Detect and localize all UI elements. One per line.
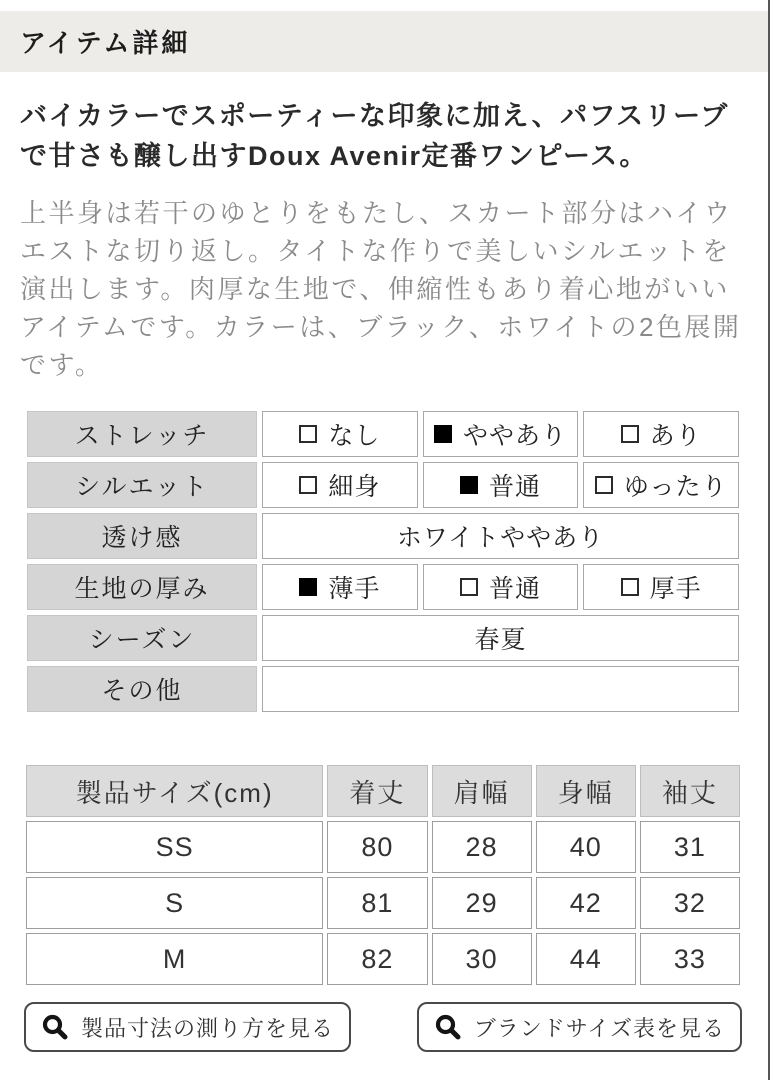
brand-size-label: ブランドサイズ表を見る [473,1015,725,1041]
feature-option-label: 普通 [488,575,541,603]
feature-option-label: ややあり [462,422,567,450]
feature-option [262,411,418,457]
size-value-cell: 32 [640,877,740,929]
feature-option-label: 細身 [328,473,381,501]
size-table-header-cell: 身幅 [536,765,636,817]
feature-option-label: 厚手 [649,575,702,603]
size-table-header-row [26,765,740,817]
checkbox-icon [434,425,452,443]
feature-option [262,564,418,610]
feature-option [583,564,739,610]
size-row [26,877,740,929]
feature-row [27,462,739,508]
size-value-cell: 81 [327,877,427,929]
size-table-header-cell: 製品サイズ(cm) [26,765,323,817]
feature-option [583,462,739,508]
feature-option [423,462,579,508]
feature-option-label: 薄手 [328,575,381,603]
feature-value: ホワイトややあり [262,513,739,559]
feature-label: その他 [27,666,257,712]
feature-label: シルエット [27,462,257,508]
checkbox-icon [595,476,613,494]
size-value-cell: 42 [536,877,636,929]
feature-option-label: 普通 [488,473,541,501]
checkbox-icon [299,425,317,443]
feature-row [27,615,739,661]
feature-option-label: あり [649,422,702,450]
size-name-cell: SS [26,821,323,873]
feature-option [583,411,739,457]
size-row [26,821,740,873]
size-value-cell: 31 [640,821,740,873]
feature-row [27,666,739,712]
section-title: アイテム詳細 [20,28,191,58]
checkbox-icon [460,476,478,494]
feature-row [27,513,739,559]
feature-label: シーズン [27,615,257,661]
checkbox-icon [621,425,639,443]
checkbox-icon [621,578,639,596]
size-help-buttons [24,1002,742,1052]
magnifier-icon [41,1013,69,1041]
size-table-header-cell: 肩幅 [432,765,532,817]
feature-option [423,564,579,610]
size-value-cell: 33 [640,933,740,985]
feature-label: ストレッチ [27,411,257,457]
size-value-cell: 80 [327,821,427,873]
size-table [22,761,744,989]
feature-row [27,564,739,610]
size-value-cell: 28 [432,821,532,873]
feature-value [262,666,739,712]
feature-label: 生地の厚み [27,564,257,610]
description-text: 上半身は若干のゆとりをもたし、スカート部分はハイウエストな切り返し。タイトな作りで美しいシルエットを演出します。肉厚な生地で、伸縮性もあり着心地がいいアイテムです。カラーは、ブラック、ホワイトの2色展開です。 [20,198,742,380]
section-header [0,11,768,72]
brand-size-button[interactable] [417,1002,742,1052]
size-row [26,933,740,985]
feature-option-label: ゆったり [623,473,728,501]
checkbox-icon [460,578,478,596]
checkbox-icon [299,476,317,494]
size-table-header-cell: 袖丈 [640,765,740,817]
magnifier-icon [434,1013,462,1041]
size-value-cell: 30 [432,933,532,985]
feature-value: 春夏 [262,615,739,661]
feature-label: 透け感 [27,513,257,559]
size-name-cell: S [26,877,323,929]
lead-text: バイカラーでスポーティーな印象に加え、パフスリーブで甘さも醸し出すDoux Avenir定番ワンピース。 [20,101,729,171]
feature-row [27,411,739,457]
features-table [22,406,744,717]
feature-option [262,462,418,508]
feature-option [423,411,579,457]
size-name-cell: M [26,933,323,985]
size-table-header-cell: 着丈 [327,765,427,817]
size-value-cell: 44 [536,933,636,985]
feature-option-label: なし [328,422,381,450]
measure-guide-label: 製品寸法の測り方を見る [81,1015,335,1041]
size-value-cell: 82 [327,933,427,985]
size-value-cell: 40 [536,821,636,873]
measure-guide-button[interactable] [24,1002,351,1052]
size-value-cell: 29 [432,877,532,929]
checkbox-icon [299,578,317,596]
